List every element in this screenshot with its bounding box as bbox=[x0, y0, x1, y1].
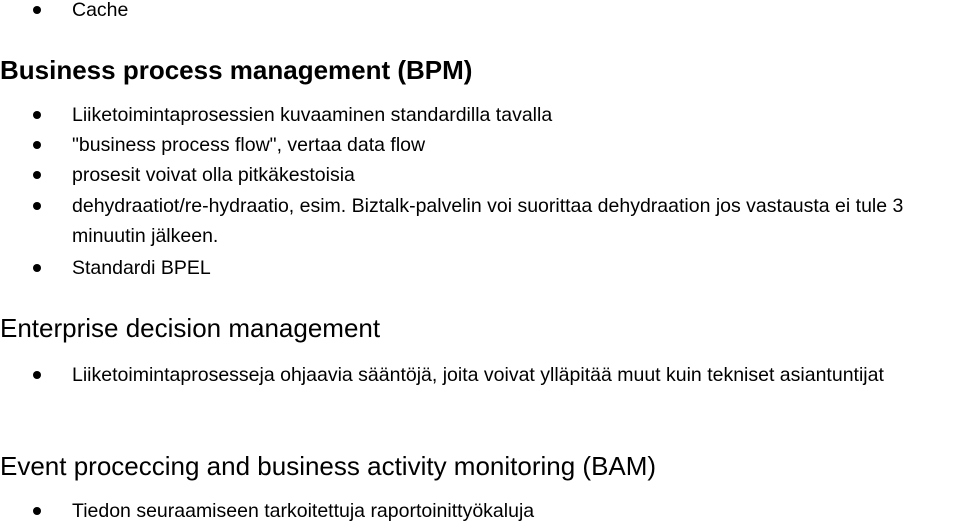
list-item-cache bbox=[72, 0, 960, 25]
list-item-text: Liiketoimintaprosessien kuvaaminen standardilla tavalla bbox=[72, 104, 553, 126]
list-item bbox=[72, 360, 960, 390]
list-item bbox=[72, 130, 960, 160]
list-item bbox=[72, 253, 960, 283]
bullet-icon bbox=[33, 371, 41, 379]
section-heading-edm: Enterprise decision management bbox=[0, 313, 381, 343]
bullet-icon bbox=[33, 141, 41, 149]
bullet-icon bbox=[33, 202, 41, 210]
list-item-text: Cache bbox=[72, 0, 129, 21]
list-item bbox=[72, 191, 960, 251]
list-item bbox=[72, 496, 960, 526]
list-item bbox=[72, 100, 960, 130]
list-item-text: Standardi BPEL bbox=[72, 257, 211, 279]
list-item-text: dehydraatiot/re-hydraatio, esim. Biztalk-palvelin voi suorittaa dehydraation jos vastausta ei tule 3 minuutin jälkeen. bbox=[72, 195, 904, 247]
bullet-icon bbox=[33, 171, 41, 179]
list-item bbox=[72, 160, 960, 190]
bullet-icon bbox=[33, 507, 41, 515]
list-item-text: Tiedon seuraamiseen tarkoitettuja raportoinittyökaluja bbox=[72, 500, 535, 522]
section-heading-bam: Event proceccing and business activity monitoring (BAM) bbox=[0, 451, 657, 481]
bullet-icon bbox=[33, 111, 41, 119]
list-item-text: "business process flow", vertaa data flow bbox=[72, 134, 426, 156]
section-heading-bpm: Business process management (BPM) bbox=[0, 55, 473, 85]
bullet-icon bbox=[33, 6, 41, 14]
list-item-text: prosesit voivat olla pitkäkestoisia bbox=[72, 164, 355, 186]
list-item-text: Liiketoimintaprosesseja ohjaavia sääntöjä, joita voivat ylläpitää muut kuin tekniset asiantuntijat bbox=[72, 364, 884, 386]
bullet-icon bbox=[33, 264, 41, 272]
